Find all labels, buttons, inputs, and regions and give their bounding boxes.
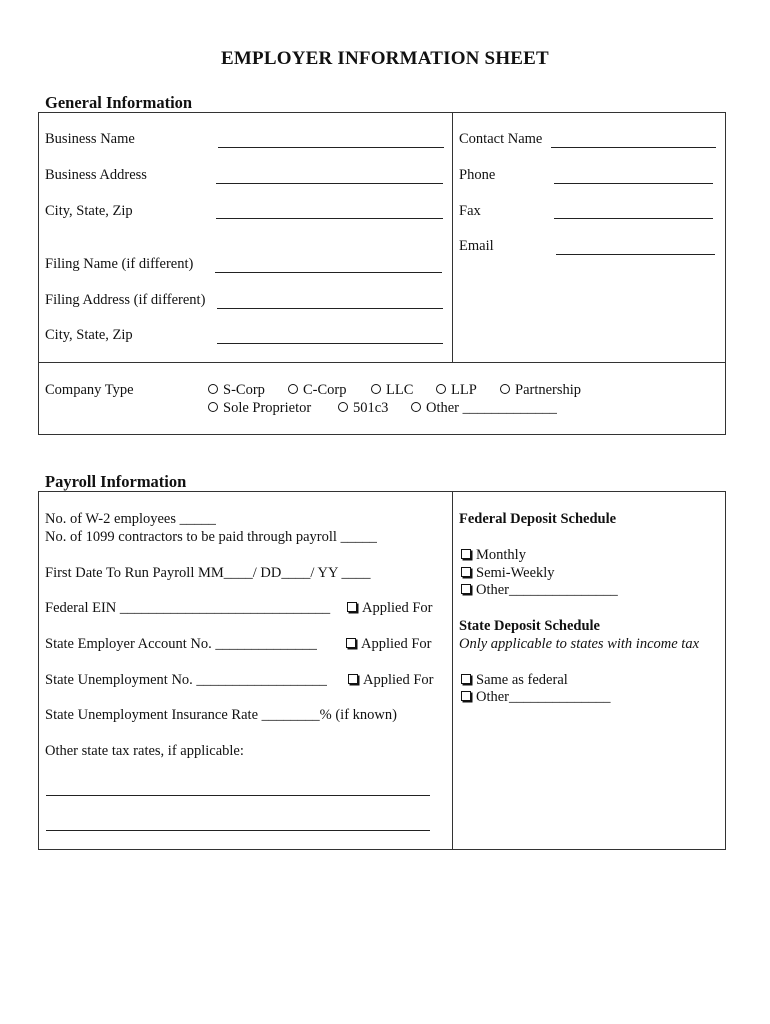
company-type-sole-proprietor[interactable]: Sole Proprietor: [208, 400, 311, 417]
general-column-divider: [452, 112, 453, 362]
checkbox-icon: [347, 602, 357, 612]
company-type-divider: [38, 362, 726, 363]
city-state-zip-field[interactable]: [216, 218, 443, 219]
business-address-label: Business Address: [45, 167, 147, 183]
general-information-heading: General Information: [45, 93, 193, 112]
state-deposit-other[interactable]: Other______________: [461, 689, 611, 706]
contact-name-field[interactable]: [551, 147, 716, 148]
fax-label: Fax: [459, 203, 481, 219]
federal-deposit-schedule-heading: Federal Deposit Schedule: [459, 511, 617, 527]
company-type-other[interactable]: Other _____________: [411, 400, 557, 417]
filing-address-label: Filing Address (if different): [45, 292, 206, 308]
federal-deposit-monthly[interactable]: Monthly: [461, 547, 526, 564]
state-deposit-same-as-federal[interactable]: Same as federal: [461, 672, 568, 689]
other-state-rates-label: Other state tax rates, if applicable:: [45, 743, 244, 759]
radio-icon: [411, 402, 421, 412]
federal-deposit-semi-weekly[interactable]: Semi-Weekly: [461, 565, 555, 582]
radio-icon: [371, 384, 381, 394]
state-employer-account-field[interactable]: State Employer Account No. ______________: [45, 636, 317, 652]
business-address-field[interactable]: [216, 183, 443, 184]
federal-ein-field[interactable]: Federal EIN _____________________________: [45, 600, 331, 616]
state-deposit-schedule-heading: State Deposit Schedule: [459, 618, 600, 634]
checkbox-icon: [461, 549, 471, 559]
checkbox-icon: [461, 567, 471, 577]
radio-icon: [500, 384, 510, 394]
checkbox-icon: [348, 674, 358, 684]
state-unemployment-field[interactable]: State Unemployment No. __________________: [45, 672, 327, 688]
company-type-partnership[interactable]: Partnership: [500, 382, 581, 399]
company-type-c-corp[interactable]: C-Corp: [288, 382, 347, 399]
company-type-llc[interactable]: LLC: [371, 382, 413, 399]
radio-icon: [436, 384, 446, 394]
federal-ein-applied-for[interactable]: Applied For: [347, 600, 432, 617]
radio-icon: [208, 402, 218, 412]
w2-employees-field[interactable]: No. of W-2 employees _____: [45, 511, 216, 527]
filing-city-state-zip-field[interactable]: [217, 343, 443, 344]
first-payroll-date-field[interactable]: First Date To Run Payroll MM____/ DD____/ YY ____: [45, 565, 371, 581]
filing-name-field[interactable]: [215, 272, 442, 273]
checkbox-icon: [461, 674, 471, 684]
sui-rate-field[interactable]: State Unemployment Insurance Rate ________% (if known): [45, 707, 397, 723]
other-rates-line-1[interactable]: [46, 795, 430, 796]
checkbox-icon: [461, 691, 471, 701]
state-unemployment-applied-for[interactable]: Applied For: [348, 672, 433, 689]
phone-field[interactable]: [554, 183, 713, 184]
state-deposit-schedule-note: Only applicable to states with income tax: [459, 636, 700, 652]
radio-icon: [288, 384, 298, 394]
other-rates-line-2[interactable]: [46, 830, 430, 831]
business-name-field[interactable]: [218, 147, 444, 148]
company-type-llp[interactable]: LLP: [436, 382, 477, 399]
email-field[interactable]: [556, 254, 715, 255]
page-title: EMPLOYER INFORMATION SHEET: [221, 48, 549, 69]
contractors-field[interactable]: No. of 1099 contractors to be paid through payroll _____: [45, 529, 377, 545]
filing-name-label: Filing Name (if different): [45, 256, 194, 272]
business-name-label: Business Name: [45, 131, 135, 147]
filing-address-field[interactable]: [217, 308, 443, 309]
fax-field[interactable]: [554, 218, 713, 219]
radio-icon: [208, 384, 218, 394]
checkbox-icon: [461, 584, 471, 594]
state-employer-applied-for[interactable]: Applied For: [346, 636, 431, 653]
phone-label: Phone: [459, 167, 496, 183]
payroll-column-divider: [452, 491, 453, 850]
checkbox-icon: [346, 638, 356, 648]
company-type-501c3[interactable]: 501c3: [338, 400, 388, 417]
company-type-label: Company Type: [45, 382, 134, 398]
radio-icon: [338, 402, 348, 412]
filing-city-state-zip-label: City, State, Zip: [45, 327, 133, 343]
payroll-information-heading: Payroll Information: [45, 472, 187, 491]
federal-deposit-other[interactable]: Other_______________: [461, 582, 618, 599]
contact-name-label: Contact Name: [459, 131, 543, 147]
email-label: Email: [459, 238, 494, 254]
city-state-zip-label: City, State, Zip: [45, 203, 133, 219]
company-type-s-corp[interactable]: S-Corp: [208, 382, 265, 399]
